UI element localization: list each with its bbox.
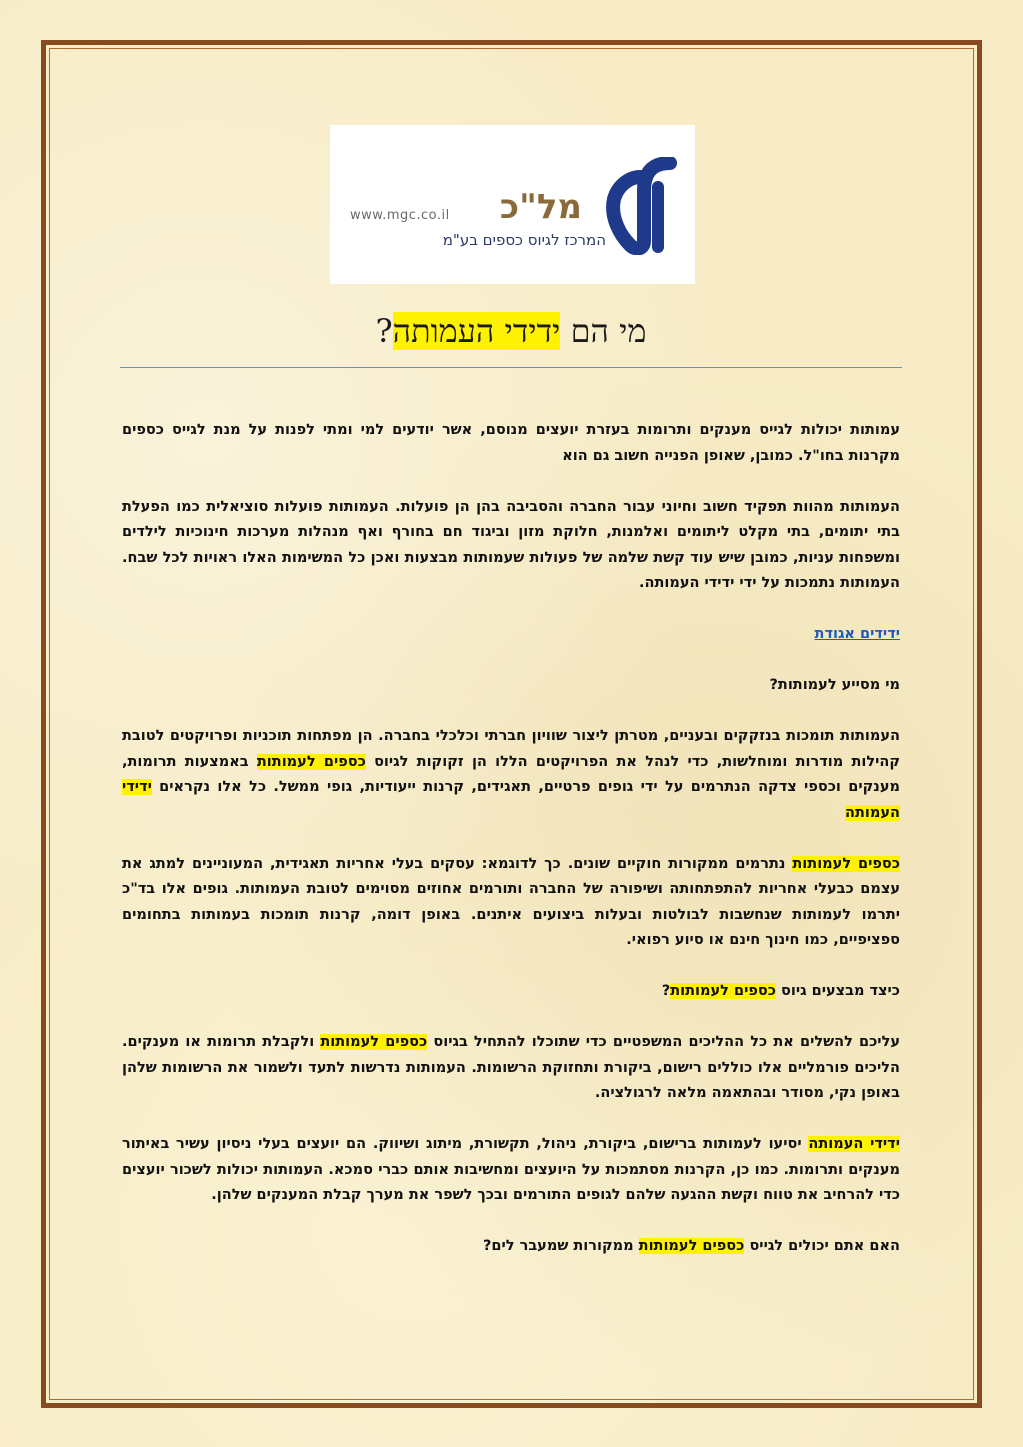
logo: [330, 125, 695, 284]
paragraph-advisors: [122, 1132, 900, 1209]
article-body: [122, 418, 900, 1285]
title-suffix: ?: [375, 312, 393, 350]
text-segment: ?: [661, 983, 671, 999]
title-prefix: מי הם: [560, 312, 647, 350]
logo-url: www.mgc.co.il: [350, 208, 450, 223]
friends-association-link[interactable]: ידידים אגודת: [814, 626, 900, 642]
text-segment: יסיעו לעמותות ברישום, ביקורת, ניהול, תקשורת, מיתוג ושיווק. הם יועצים בעלי ניסיון עשיר באיתור מענקים ותרומות. כמו כן, הקרנות מסתמכות על היועצים ומחשיבות אותם כברי סמכא. העמותות יכולות לשכור יועצים כדי להרחיב את טווח וקשת ההגעה שלהם לגופים התורמים ובכך לשפר את מערך קבלת המענקים שלהן.: [122, 1136, 900, 1203]
text-segment: עליכם להשלים את כל ההליכים המשפטיים כדי שתוכלו להתחיל בגיוס: [427, 1034, 901, 1050]
highlight-friends: ידידי העמותה: [808, 1136, 900, 1152]
paragraph-legal: [122, 1030, 900, 1107]
paragraph-sources: [122, 852, 900, 954]
logo-mark-icon: [600, 157, 684, 255]
text-segment: ולקבלת תרומות או מענקים. הליכים פורמליים אלו כוללים רישום, ביקורת ותחזוקת הרשומות. העמותות נדרשות לתעד ולשמור את הרשומות שלהן באופן נקי, מסודר ובהתאמה מלאה לרגולציה.: [122, 1034, 900, 1101]
text-segment: האם אתם יכולים לגייס: [744, 1238, 900, 1254]
question-abroad: [122, 1234, 900, 1260]
highlight-funds: כספים לעמותות: [670, 983, 776, 999]
highlight-funds: כספים לעמותות: [792, 855, 900, 872]
question-how: [122, 979, 900, 1005]
text-segment: באמצעות תרומות, מענקים וכספי צדקה הנתרמים על ידי גופים פרטיים, תאגידים, קרנות ייעודיות, גופי ממשל. כל אלו נקראים: [122, 753, 900, 795]
title-divider: [120, 367, 902, 368]
highlight-funds: כספים לעמותות: [638, 1238, 745, 1254]
text-segment: כיצד מבצעים גיוס: [775, 983, 900, 999]
paragraph-role: העמותות מהוות תפקיד חשוב וחיוני עבור החברה והסביבה בהן הן פועלות. העמותות פועלות סוציאלית כמו הפעלת בתי יתומים, בתי מקלט ליתומים ואלמנות, חלוקת מזון וביגוד חם בחורף ואף מנהלות מערכות חינוכיות לילדים ומשפחות עניות, כמובן שיש עוד קשת שלמה של פעולות שעמותות מבצעות ואכן כל המשימות האלו ראויות לכל שבח. העמותות נתמכות על ידי ידידי העמותה.: [122, 498, 900, 591]
text-segment: ממקורות שמעבר לים?: [483, 1238, 639, 1254]
highlight-funds: כספים לעמותות: [256, 753, 366, 770]
highlight-friends: ידידי העמותה: [122, 779, 900, 821]
title-highlight: ידידי העמותה: [392, 312, 561, 350]
page-title: [120, 312, 902, 350]
paragraph-support: [122, 724, 900, 826]
logo-brand: מל"כ: [499, 187, 582, 227]
logo-tagline: המרכז לגיוס כספים בע"מ: [442, 231, 606, 249]
highlight-funds: כספים לעמותות: [320, 1034, 428, 1050]
paragraph-link: [122, 622, 900, 648]
text-segment: נתרמים ממקורות חוקיים שונים. כך לדוגמא: עסקים בעלי אחריות תאגידית, המעוניינים למתג את עצמם כבעלי אחריות להתפתחותה ושיפורה של החברה ותורמים אחוזים מסוימים לטובת העמותות. גופים אלו בד"כ יתרמו לעמותות שנחשבות לבולטות ובעלות ביצועים איתנים. באופן דומה, קרנות תומכות בעמותות בתחומים ספציפיים, כמו חינוך חינם או סיוע רפואי.: [122, 855, 900, 948]
text-segment: העמותות תומכות בנזקקים ובעניים, מטרתן ליצור שוויון חברתי וכלכלי בחברה. הן מפתחות תוכניות ופרויקטים לטובת קהילות מודרות ומוחלשות, כדי לנהל את הפרויקטים הללו הן זקוקות לגיוס: [122, 728, 901, 770]
question-who-helps: מי מסייע לעמותות?: [769, 677, 900, 693]
paragraph-intro: עמותות יכולות לגייס מענקים ותרומות בעזרת יועצים מנוסם, אשר יודעים למי ומתי לפנות על מנת לגייס כספים מקרנות בחו"ל. כמובן, שאופן הפנייה חשוב גם הוא: [122, 422, 900, 464]
